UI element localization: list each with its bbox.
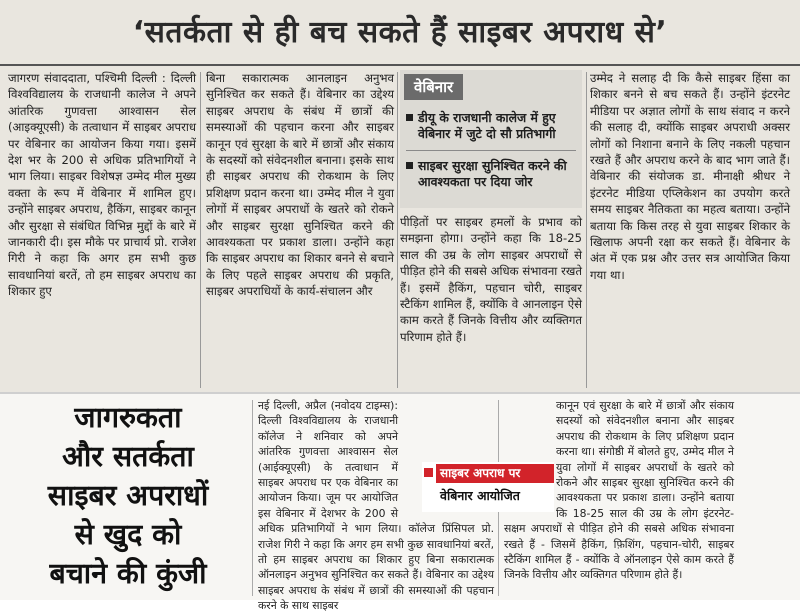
bottom-headline (8, 398, 248, 598)
bottom-headline-line-3: साइबर अपराधों (47, 479, 209, 512)
bottom-tag-line-2: वेबिनार आयोजित (440, 488, 520, 503)
bottom-headline-line-4: से खुद को (74, 518, 182, 551)
bottom-column-2-text: कानून एवं सुरक्षा के बारे में छात्रों और संकाय सदस्यों को संवेदनशील बनाना और साइबर अपराध की रोकथाम के लिए प्रशिक्षण प्रदान करना था। संगोष्ठी में बोलते हुए, उम्मेद मील ने युवा लोगों में साइबर अपराधों के खतरे को रोकने और साइबर सुरक्षा सुनिश्चित करने की आवश्यकता पर प्रकाश डाला। उन्होंने बताया कि 18-25 साल की उम्र के लोग इंटरनेट-सक्षम अपराधों से पीड़ित होने की सबसे अधिक संभावना रखते हैं - जिसमें हैकिंग, फ़िशिंग, पहचान-चोरी, साइबर स्टैकिंग शामिल हैं - क्योंकि वे ऑनलाइन ऐसे काम करते हैं जिनके वित्तीय और व्यक्तिगत परिणाम होते हैं। (504, 399, 734, 582)
highlight-bullet-1 (406, 110, 578, 142)
bottom-headline-line-1: जागरुकता (74, 401, 182, 434)
headline-rule (0, 64, 800, 66)
column-divider (252, 400, 253, 596)
bottom-headline-line-2: और सतर्कता (62, 440, 194, 473)
bottom-tag-line-1: साइबर अपराध पर (436, 464, 554, 483)
highlight-bullet-2 (406, 158, 578, 190)
webinar-highlight-box (400, 70, 582, 208)
column-divider (397, 72, 398, 388)
bottom-column-1-text: नई दिल्ली, अप्रैल (नवोदय टाइम्स): दिल्ली विश्वविद्यालय के राजधानी कॉलेज ने शनिवार को अपने आंतरिक गुणवत्ता आश्वासन सेल (आईक्यूएसी) के तत्वाधान में साइबर अपराध पर एक वेबिनार का आयोजन किया। जूम पर आयोजित इस वेबिनार में देशभर के 200 से अधिक प्रतिभागियों ने भाग लिया। कॉलेज प्रिंसिपल प्रो. राजेश गिरी ने कहा कि अगर हम सभी कुछ सावधानियां बरतें, तो हम साइबर अपराध का शिकार हुए बिना सकारात्मक ऑनलाइन अनुभव सुनिश्चित कर सकते हैं। वेबिनार का उद्देश्य साइबर अपराध के संबंध में छात्रों की समस्याओं की पहचान करने के साथ साइबर (258, 399, 494, 613)
top-headline: ‘सतर्कता से ही बच सकते हैं साइबर अपराध से’ (132, 15, 668, 50)
red-square-marker (424, 468, 433, 477)
bottom-clipping (0, 392, 800, 613)
bottom-subhead-tag (422, 462, 554, 512)
top-column-4: उम्मेद ने सलाह दी कि कैसे साइबर हिंसा का शिकार बनने से बच सकते हैं। उन्होंने इंटरनेट मीडिया पर अज्ञात लोगों के साथ संवाद न करने की सलाह दी, क्योंकि साइबर अपराधी अक्सर लोगों को निशाना बनाने के लिए नकली पहचान रखते हैं और अपराध करने के बाद भाग जाते हैं। वेबिनार की संयोजक डा. मीनाक्षी श्रीधर ने इंटरनेट मीडिया एप्लिकेशन का उपयोग करते समय साइबर नैतिकता का महत्व बताया। उन्होंने बताया कि किस तरह से युवा साइबर शिकार के खिलाफ अपनी रक्षा कर सकते हैं। वेबिनार के अंत में एक प्रश्न और उत्तर सत्र आयोजित किया गया था। (590, 71, 790, 282)
column-divider (586, 72, 587, 388)
highlight-bullet-1-text: डीयू के राजधानी कालेज में हुए वेबिनार में जुटे दो सौ प्रतिभागी (418, 110, 556, 141)
column-divider (200, 72, 201, 388)
top-column-2: बिना सकारात्मक आनलाइन अनुभव सुनिश्चित कर सकते हैं। वेबिनार का उद्देश्य साइबर अपराध के संबंध में छात्रों की समस्याओं की पहचान करना और साइबर कानून एवं सुरक्षा के बारे में छात्रों और संकाय के सदस्यों को संवेदनशील बनाना। इसके साथ ही साइबर अपराध की रोकथाम के लिए प्रशिक्षण प्रदान करना था। उम्मेद मील ने युवा लोगों में साइबर अपराधों के खतरे को रोकने और साइबर सुरक्षा सुनिश्चित करने की आवश्यकता पर प्रकाश डाला। उन्होंने कहा कि साइबर अपराध का शिकार बनने से बचाने के लिए पहले साइबर अपराध की प्रकृति, साइबर अपराधियों के कार्य-संचालन और (206, 71, 394, 299)
bottom-headline-line-5: बचाने की कुंजी (49, 557, 207, 590)
top-column-3: पीड़ितों पर साइबर हमलों के प्रभाव को समझना होगा। उन्होंने कहा कि 18-25 साल की उम्र के लोग साइबर अपराधों से पीड़ित होने की सबसे अधिक संभावना रखते हैं। इसमें हैकिंग, पहचान चोरी, साइबर स्टैकिंग शामिल हैं, क्योंकि वे आनलाइन ऐसे काम करते हैं जिनके वित्तीय और व्यक्तिगत परिणाम होते हैं। (400, 215, 582, 344)
webinar-tag: वेबिनार (404, 74, 463, 100)
highlight-bullet-2-text: साइबर सुरक्षा सुनिश्चित करने की आवश्यकता पर दिया जोर (418, 158, 567, 189)
bullet-divider (406, 150, 576, 151)
top-column-1: जागरण संवाददाता, पश्चिमी दिल्ली : दिल्ली विश्वविद्यालय के राजधानी कालेज ने अपने आंतरिक गुणवत्ता आश्वासन सेल (आइक्यूएसी) के तत्वाधान में साइबर अपराध पर वेबिनार का आयोजन किया गया। इसमें देश भर के 200 से अधिक प्रतिभागियों ने भाग लिया। साइबर विशेषज्ञ उम्मेद मील मुख्य वक्ता के रूप में वेबिनार में शामिल हुए। उन्होंने साइबर अपराध, हैकिंग, साइबर कानून और सुरक्षा से संबंधित विभिन्न मुद्दों के बारे में जानकारी दी। इस मौके पर प्राचार्य प्रो. राजेश गिरी ने कहा कि अगर हम सभी कुछ सावधानियां बरतें, तो हम साइबर अपराध का शिकार हुए (8, 71, 196, 299)
